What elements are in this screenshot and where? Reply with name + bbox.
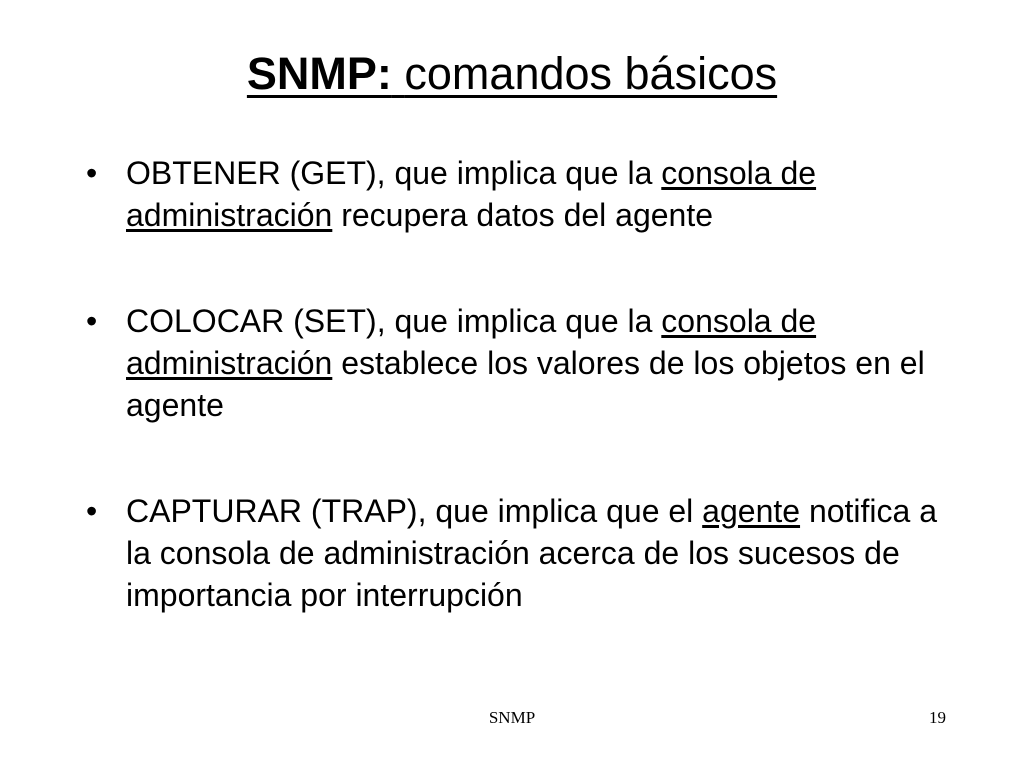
bullet-item-set bbox=[86, 300, 966, 426]
bullet-text-post: notifica a la consola de administración acerca de los sucesos de importancia por interrupción bbox=[126, 493, 938, 613]
slide-title-bold: SNMP: bbox=[246, 48, 392, 99]
bullet-marker: • bbox=[86, 155, 98, 191]
bullet-text-pre: OBTENER (GET), que implica que la bbox=[126, 155, 662, 191]
bullet-text bbox=[126, 490, 966, 616]
bullet-text-pre: CAPTURAR (TRAP), que implica que el bbox=[126, 493, 703, 529]
slide-title-rest: comandos básicos bbox=[404, 48, 778, 99]
bullet-text-pre: COLOCAR (SET), que implica que la bbox=[126, 303, 662, 339]
bullet-text-post: recupera datos del agente bbox=[332, 197, 714, 233]
underlined-term: agente bbox=[702, 493, 801, 529]
bullet-item-trap bbox=[86, 490, 966, 616]
bullet-text bbox=[126, 300, 966, 426]
underlined-term: consola de administración bbox=[126, 303, 817, 381]
footer-text: SNMP bbox=[488, 708, 536, 727]
bullet-item-get bbox=[86, 152, 966, 236]
bullet-marker: • bbox=[86, 493, 98, 529]
page-number: 19 bbox=[929, 708, 946, 727]
bullet-marker: • bbox=[86, 303, 98, 339]
bullet-text bbox=[126, 152, 966, 236]
bullet-text-post: establece los valores de los objetos en el agente bbox=[126, 345, 925, 423]
underlined-term: consola de administración bbox=[126, 155, 817, 233]
